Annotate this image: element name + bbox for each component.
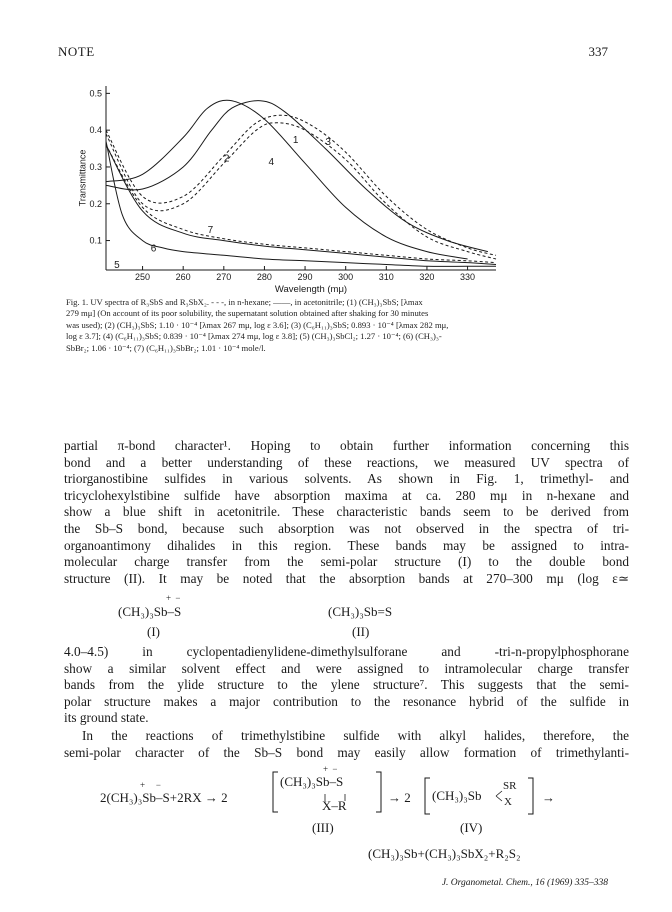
y-tick-label: 0.4: [89, 125, 102, 136]
structure-ii-formula: (CH₃)₃Sb=S: [328, 604, 393, 619]
caption-line: log ε 3.7]; (4) (C₆H₁₁)₃SbS; 0.839 · 10⁻⁴ [λmax 274 mμ, log ε 3.8]; (5) (CH₃)₃SbCl₂; 1.27 · 10⁻⁴; (6) (CH₃)₃-: [66, 331, 442, 342]
reaction-lhs: 2(CH₃)₃Sb–S+2RX → 2: [100, 790, 228, 805]
page-number: 337: [588, 44, 608, 59]
bond-line: [496, 791, 502, 796]
text-line: show a similar solvent effect and were assigned to intramolecular charge transfer: [64, 660, 629, 676]
left-bracket: [425, 778, 430, 814]
text-line: 4.0–4.5) in cyclopentadienylidene-dimethylsulforane and -tri-n-propylphosphorane: [64, 644, 629, 659]
structure-i-label: (I): [147, 624, 160, 639]
label-iii: (III): [312, 820, 334, 835]
y-tick-label: 0.3: [89, 161, 102, 172]
x-tick-label: 330: [460, 272, 476, 282]
paragraph-1: [64, 438, 629, 587]
caption-line: was used); (2) (CH₃)₃SbS; 1.10 · 10⁻⁴ [λmax 267 mμ, log ε 3.6]; (3) (C₆H₁₁)₃SbS; 0.893 · 10⁻⁴ [λmax 282 mμ,: [66, 319, 449, 330]
bond-line: [496, 796, 502, 801]
text-line: polar structure makes a major contribution to the resonance hybrid of the sulfide in: [64, 693, 629, 709]
curve-label-2: 2: [223, 153, 230, 165]
curve-3: [106, 115, 496, 255]
structure-i-formula: (CH₃)₃Sb–S: [118, 604, 182, 619]
x-tick-label: 320: [419, 272, 435, 282]
reaction-arrow-2: → 2: [388, 790, 411, 805]
structure-ii-label: (II): [352, 624, 370, 639]
text-line: bands from the ylide structure to the ylene structure⁷. This suggests that the semi-: [64, 677, 629, 693]
y-tick-label: 0.1: [89, 235, 102, 246]
iv-x: X: [504, 796, 512, 808]
text-line: structure (II). It may be noted that the absorption bands at 270–300 mμ (log ε≃: [64, 570, 629, 586]
curve-4: [106, 123, 496, 259]
text-line: bond and a better understanding of these reactions, we measured UV spectra of: [64, 454, 629, 470]
y-tick-label: 0.5: [89, 88, 102, 99]
right-bracket: [376, 772, 381, 812]
x-tick-label: 280: [256, 272, 272, 282]
caption-line: SbBr₂; 1.06 · 10⁻⁴; (7) (C₆H₁₁)₃SbBr₂; 1.01 · 10⁻⁴ mole/l.: [66, 342, 266, 353]
uv-spectra-chart: [76, 80, 506, 296]
y-tick-label: 0.2: [89, 198, 102, 209]
x-axis-label: Wavelength (mμ): [274, 284, 348, 295]
text-line: the Sb–S bond, because such absorption was not observed in the spectra of tri-: [64, 520, 629, 536]
paragraph-2: [64, 644, 629, 727]
curve-label-3: 3: [325, 136, 331, 148]
x-tick-label: 300: [338, 272, 354, 282]
bracket-charges: + −: [323, 764, 339, 774]
paragraph-3: [64, 728, 629, 761]
text-line: tricyclohexylstibine sulfide have absorption maxima at ca. 280 mμ in n-hexane and: [64, 487, 629, 503]
bracket-top-formula: (CH₃)₃Sb–S: [280, 774, 344, 789]
left-bracket: [273, 772, 278, 812]
iv-sr: SR: [503, 780, 517, 792]
text-line: organoantimony dihalides in this region. These bands may be assigned to intra-: [64, 537, 629, 553]
reaction-scheme: [90, 762, 630, 840]
x-tick-label: 250: [135, 272, 151, 282]
curve-label-4: 4: [268, 157, 275, 169]
x-tick-label: 270: [216, 272, 232, 282]
curve-6: [106, 145, 496, 265]
text-line: triorganostibine sulfides in various solvents. As shown in Fig. 1, trimethyl- and: [64, 471, 629, 487]
label-iv: (IV): [460, 820, 483, 835]
lhs-charges: + −: [140, 780, 162, 790]
caption-line: Fig. 1. UV spectra of R₃SbS and R₃SbX₂. - - -, in n-hexane; ——, in acetonitrile; (1) (CH₃)₃SbS; [λmax: [66, 297, 423, 307]
right-bracket: [528, 778, 533, 814]
text-line: semi-polar character of the Sb–S bond may easily allow formation of trimethylanti-: [64, 744, 629, 760]
text-line: molecular charge transfer from the semi-polar structure (I) to the double bond: [64, 554, 629, 570]
bracket-bottom-formula: X–R: [322, 798, 347, 813]
text-line: show a blue shift in acetonitrile. These characteristic bands seem to be derived from: [64, 504, 629, 520]
structure-i-charges: + −: [166, 593, 182, 603]
text-line: In the reactions of trimethylstibine sulfide with alkyl halides, therefore, the: [82, 728, 629, 743]
reaction-arrow-3: →: [542, 790, 555, 805]
reaction-products: (CH₃)₃Sb+(CH₃)₃SbX₂+R₂S₂: [368, 846, 521, 861]
curve-label-5: 5: [114, 260, 120, 272]
uv-spectra-figure: [76, 80, 506, 296]
curve-7: [106, 145, 496, 263]
curve-label-6: 6: [150, 243, 157, 255]
curve-label-1: 1: [292, 135, 299, 147]
running-header: NOTE: [58, 44, 95, 59]
journal-citation: J. Organometal. Chem., 16 (1969) 335–338: [441, 878, 608, 888]
x-tick-label: 290: [297, 272, 313, 282]
curve-1: [106, 101, 488, 252]
caption-line: 279 mμ] (On account of its poor solubility, the supernatant solution obtained after shaking for 30 minutes: [66, 308, 429, 319]
curve-label-7: 7: [207, 225, 214, 237]
text-line: partial π-bond character¹. Hoping to obtain further information concerning this: [64, 438, 629, 453]
iv-formula: (CH₃)₃Sb: [432, 788, 482, 803]
text-line: its ground state.: [64, 710, 149, 726]
x-tick-label: 260: [175, 272, 191, 282]
x-tick-label: 310: [378, 272, 394, 282]
y-axis-label: Transmittance: [77, 149, 88, 207]
figure-caption: [66, 297, 626, 354]
